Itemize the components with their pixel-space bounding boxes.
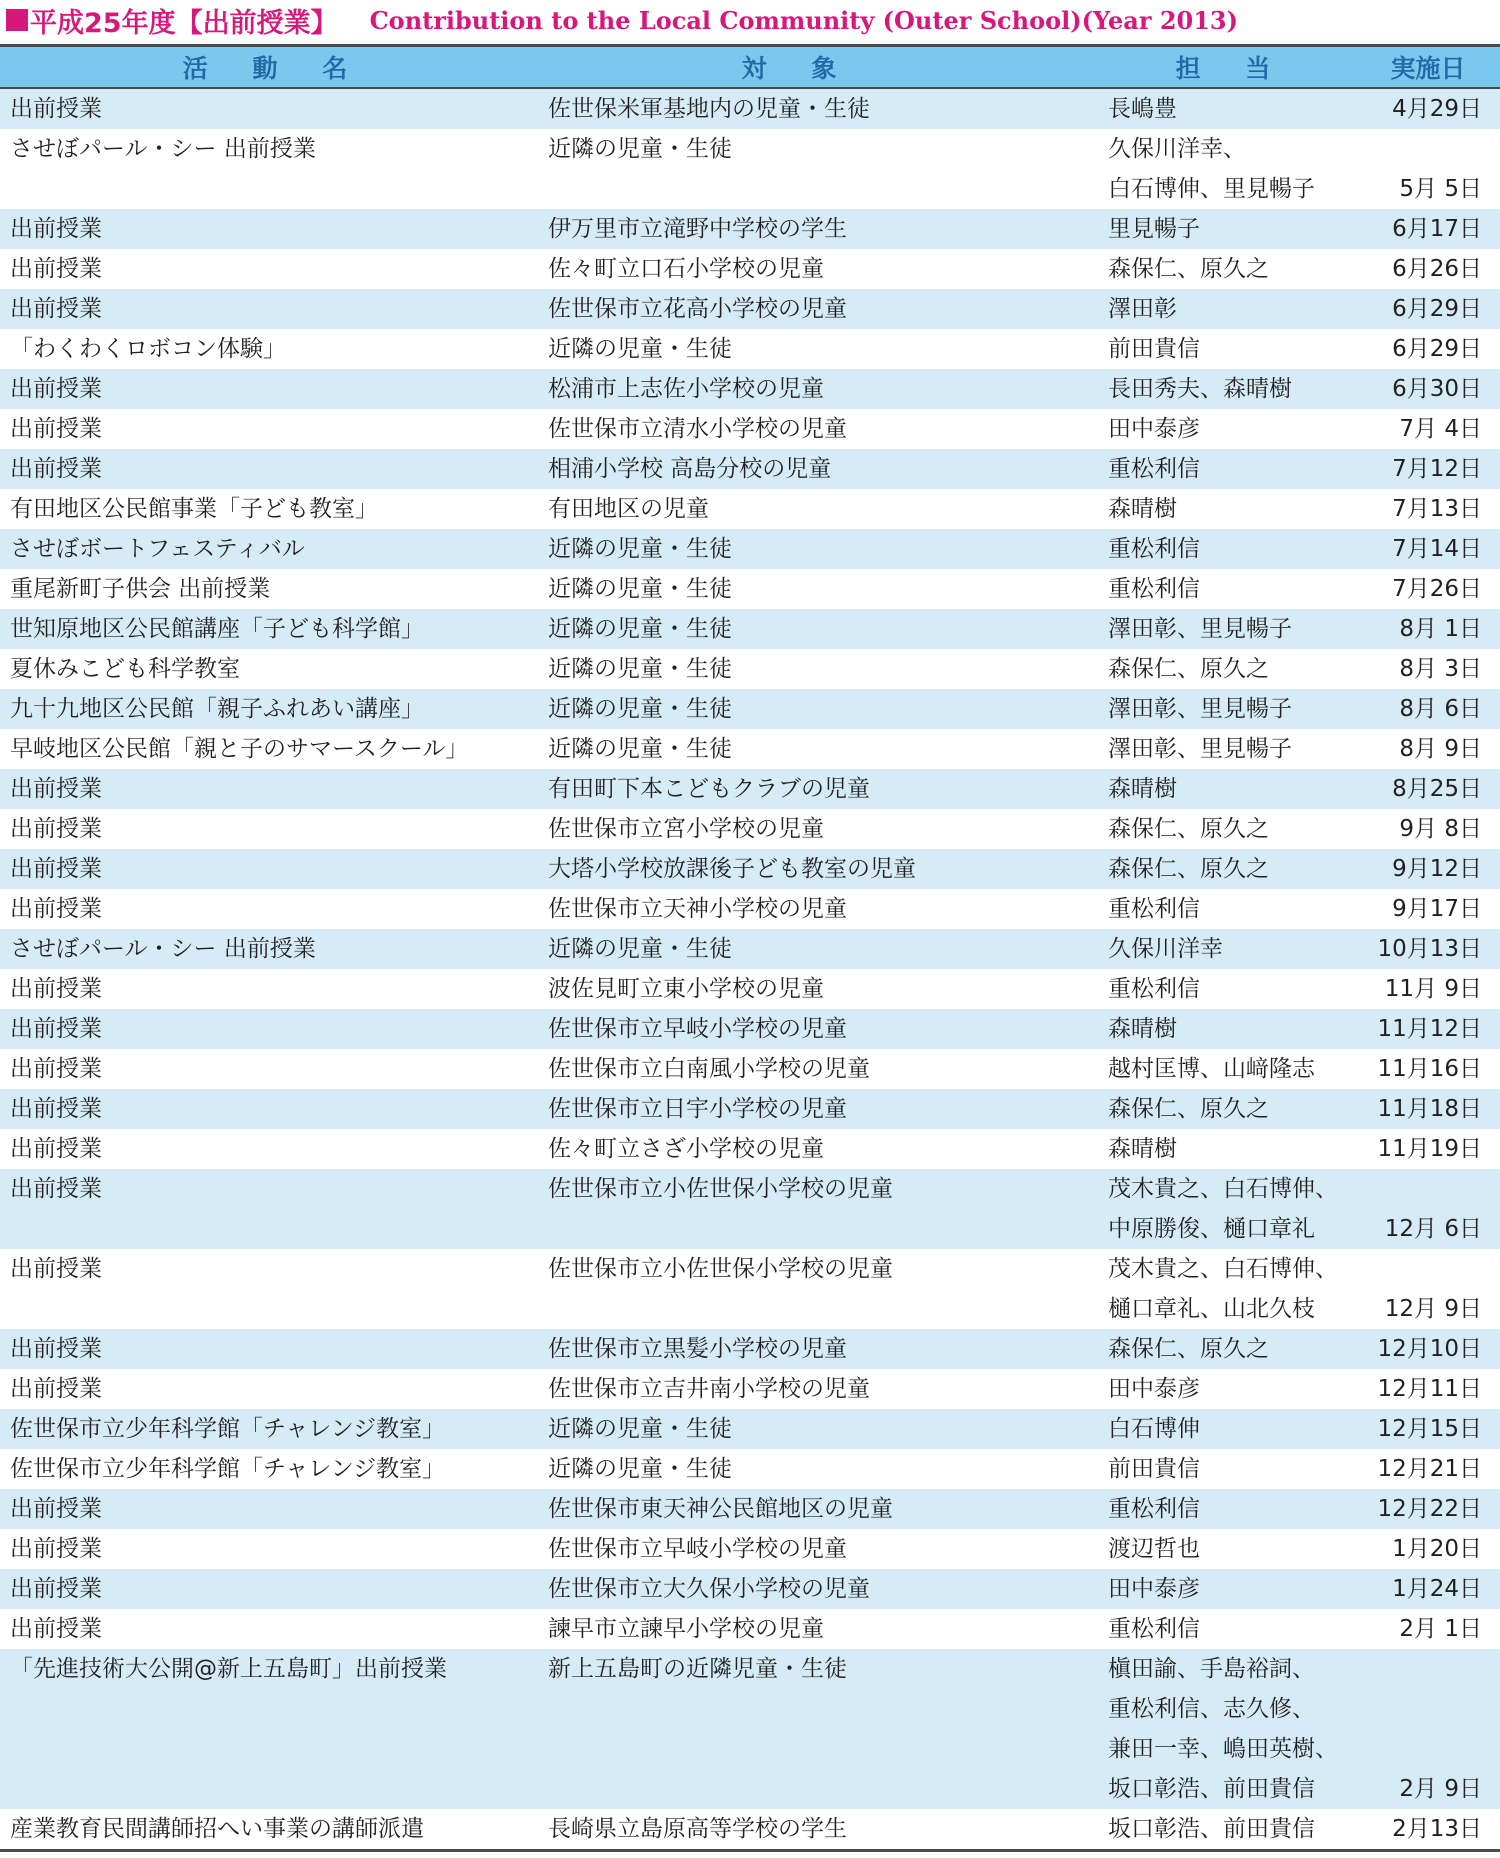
cell-target: 佐世保市立白南風小学校の児童	[548, 1056, 870, 1082]
header-staff: 担 当	[1175, 54, 1289, 83]
cell-staff	[1108, 609, 1356, 649]
cell-staff	[1108, 1089, 1356, 1129]
cell-date: 7月26日	[1392, 576, 1482, 602]
cell-target: 近隣の児童・生徒	[548, 576, 732, 602]
staff-line: 森保仁、原久之	[1108, 1336, 1269, 1362]
cell-date: 4月29日	[1392, 96, 1482, 122]
cell-activity: 出前授業	[10, 256, 102, 282]
cell-target: 佐世保市立早岐小学校の児童	[548, 1016, 847, 1042]
staff-line: 森保仁、原久之	[1108, 256, 1269, 282]
cell-date: 6月17日	[1392, 216, 1482, 242]
staff-line: 長嶋豊	[1108, 96, 1177, 122]
cell-date: 11月16日	[1377, 1056, 1482, 1082]
cell-activity: 「わくわくロボコン体験」	[10, 336, 286, 362]
table-row	[0, 409, 1500, 449]
cell-target: 諫早市立諫早小学校の児童	[548, 1616, 824, 1642]
header-activity: 活 動 名	[182, 54, 366, 83]
staff-line: 茂木貴之、白石博伸、	[1108, 1176, 1338, 1202]
staff-line: 越村匡博、山﨑隆志	[1108, 1056, 1315, 1082]
cell-staff	[1108, 1049, 1356, 1089]
cell-activity: 出前授業	[10, 1536, 102, 1562]
table-row	[0, 1129, 1500, 1169]
cell-activity: 産業教育民間講師招へい事業の講師派遣	[10, 1816, 424, 1842]
cell-staff	[1108, 249, 1356, 289]
staff-line: 澤田彰、里見暢子	[1108, 696, 1292, 722]
cell-staff	[1108, 89, 1356, 129]
cell-target: 佐世保市立小佐世保小学校の児童	[548, 1176, 893, 1202]
table-row	[0, 1369, 1500, 1409]
cell-staff	[1108, 1569, 1356, 1609]
header-target: 対 象	[741, 54, 855, 83]
cell-activity: 世知原地区公民館講座「子ども科学館」	[10, 616, 424, 642]
cell-target: 有田町下本こどもクラブの児童	[548, 776, 870, 802]
staff-line: 澤田彰、里見暢子	[1108, 736, 1292, 762]
cell-activity: 出前授業	[10, 1016, 102, 1042]
staff-line: 重松利信	[1108, 1616, 1200, 1642]
staff-line: 久保川洋幸	[1108, 936, 1223, 962]
staff-line: 田中泰彦	[1108, 416, 1200, 442]
cell-target: 佐世保市立宮小学校の児童	[548, 816, 824, 842]
cell-staff	[1108, 849, 1356, 889]
staff-line: 槇田諭、手島裕詞、	[1108, 1656, 1315, 1682]
cell-activity: 出前授業	[10, 1496, 102, 1522]
cell-date: 12月 9日	[1384, 1296, 1482, 1322]
cell-staff	[1108, 929, 1356, 969]
cell-activity: 九十九地区公民館「親子ふれあい講座」	[10, 696, 424, 722]
table-row	[0, 729, 1500, 769]
table-row	[0, 329, 1500, 369]
cell-target: 近隣の児童・生徒	[548, 936, 732, 962]
cell-target: 近隣の児童・生徒	[548, 536, 732, 562]
cell-date: 10月13日	[1377, 936, 1482, 962]
table-row	[0, 1449, 1500, 1489]
staff-line: 坂口彰浩、前田貴信	[1108, 1816, 1315, 1842]
cell-target: 佐世保市立日宇小学校の児童	[548, 1096, 847, 1122]
cell-date: 2月13日	[1392, 1816, 1482, 1842]
cell-activity: 出前授業	[10, 976, 102, 1002]
cell-target: 佐世保市立大久保小学校の児童	[548, 1576, 870, 1602]
cell-target: 佐世保市立小佐世保小学校の児童	[548, 1256, 893, 1282]
cell-target: 近隣の児童・生徒	[548, 696, 732, 722]
staff-line: 森保仁、原久之	[1108, 816, 1269, 842]
cell-target: 近隣の児童・生徒	[548, 1456, 732, 1482]
cell-target: 大塔小学校放課後子ども教室の児童	[548, 856, 916, 882]
table-row	[0, 1409, 1500, 1449]
cell-date: 12月15日	[1377, 1416, 1482, 1442]
cell-date: 12月11日	[1377, 1376, 1482, 1402]
cell-staff	[1108, 1609, 1356, 1649]
cell-target: 佐世保市立天神小学校の児童	[548, 896, 847, 922]
cell-staff	[1108, 1249, 1356, 1329]
staff-line: 長田秀夫、森晴樹	[1108, 376, 1292, 402]
cell-date: 6月26日	[1392, 256, 1482, 282]
table-row	[0, 1569, 1500, 1609]
cell-activity: 「先進技術大公開@新上五島町」出前授業	[10, 1656, 447, 1682]
cell-staff	[1108, 1449, 1356, 1489]
cell-activity: 佐世保市立少年科学館「チャレンジ教室」	[10, 1456, 446, 1482]
cell-date: 8月25日	[1392, 776, 1482, 802]
cell-staff	[1108, 649, 1356, 689]
staff-line: 茂木貴之、白石博伸、	[1108, 1256, 1338, 1282]
title-japanese: 平成25年度【出前授業】	[30, 7, 338, 39]
table-row	[0, 369, 1500, 409]
staff-line: 重松利信	[1108, 536, 1200, 562]
cell-date: 6月29日	[1392, 336, 1482, 362]
cell-activity: 出前授業	[10, 416, 102, 442]
staff-line: 重松利信	[1108, 1496, 1200, 1522]
cell-date: 5月 5日	[1399, 176, 1482, 202]
cell-date: 11月 9日	[1384, 976, 1482, 1002]
cell-target: 波佐見町立東小学校の児童	[548, 976, 824, 1002]
cell-target: 佐世保市立吉井南小学校の児童	[548, 1376, 870, 1402]
header-date: 実施日	[1390, 54, 1466, 83]
cell-activity: 出前授業	[10, 216, 102, 242]
table-header	[0, 47, 1500, 89]
cell-activity: 出前授業	[10, 456, 102, 482]
staff-line: 中原勝俊、樋口章礼	[1108, 1216, 1315, 1242]
cell-staff	[1108, 1489, 1356, 1529]
cell-staff	[1108, 569, 1356, 609]
cell-staff	[1108, 1009, 1356, 1049]
cell-date: 12月21日	[1377, 1456, 1482, 1482]
cell-staff	[1108, 369, 1356, 409]
cell-activity: 出前授業	[10, 376, 102, 402]
cell-target: 有田地区の児童	[548, 496, 709, 522]
cell-activity: 出前授業	[10, 816, 102, 842]
cell-target: 近隣の児童・生徒	[548, 656, 732, 682]
cell-date: 2月 1日	[1399, 1616, 1482, 1642]
cell-activity: 出前授業	[10, 776, 102, 802]
staff-line: 重松利信、志久修、	[1108, 1696, 1315, 1722]
table-row	[0, 1089, 1500, 1129]
cell-activity: 出前授業	[10, 296, 102, 322]
cell-staff	[1108, 689, 1356, 729]
cell-staff	[1108, 329, 1356, 369]
table-bottom-rule	[0, 1849, 1500, 1852]
cell-staff	[1108, 1809, 1356, 1849]
cell-staff	[1108, 729, 1356, 769]
cell-date: 8月 9日	[1399, 736, 1482, 762]
table-row	[0, 249, 1500, 289]
staff-line: 白石博伸、里見暢子	[1108, 176, 1315, 202]
cell-activity: 早岐地区公民館「親と子のサマースクール」	[10, 736, 469, 762]
cell-date: 9月17日	[1392, 896, 1482, 922]
table-row	[0, 1249, 1500, 1329]
staff-line: 森保仁、原久之	[1108, 856, 1269, 882]
table-row	[0, 289, 1500, 329]
page-title	[0, 0, 1500, 40]
table-row	[0, 809, 1500, 849]
staff-line: 重松利信	[1108, 976, 1200, 1002]
cell-staff	[1108, 1409, 1356, 1449]
table-row	[0, 689, 1500, 729]
cell-date: 7月14日	[1392, 536, 1482, 562]
staff-line: 白石博伸	[1108, 1416, 1200, 1442]
table-row	[0, 209, 1500, 249]
cell-target: 長崎県立島原高等学校の学生	[548, 1816, 847, 1842]
cell-date: 7月13日	[1392, 496, 1482, 522]
staff-line: 久保川洋幸、	[1108, 136, 1246, 162]
table-row	[0, 129, 1500, 209]
staff-line: 森晴樹	[1108, 776, 1177, 802]
cell-date: 12月22日	[1377, 1496, 1482, 1522]
cell-target: 近隣の児童・生徒	[548, 136, 732, 162]
staff-line: 前田貴信	[1108, 1456, 1200, 1482]
cell-date: 11月18日	[1377, 1096, 1482, 1122]
title-marker-square	[6, 9, 28, 31]
table-row	[0, 849, 1500, 889]
cell-activity: 出前授業	[10, 96, 102, 122]
table-row	[0, 1489, 1500, 1529]
cell-activity: 出前授業	[10, 1176, 102, 1202]
cell-activity: 出前授業	[10, 856, 102, 882]
cell-date: 7月 4日	[1399, 416, 1482, 442]
table-row	[0, 449, 1500, 489]
table-row	[0, 1529, 1500, 1569]
cell-activity: 出前授業	[10, 1256, 102, 1282]
table-row	[0, 529, 1500, 569]
staff-line: 重松利信	[1108, 576, 1200, 602]
staff-line: 森晴樹	[1108, 1136, 1177, 1162]
cell-date: 8月 6日	[1399, 696, 1482, 722]
table-row	[0, 1609, 1500, 1649]
staff-line: 重松利信	[1108, 896, 1200, 922]
cell-date: 8月 1日	[1399, 616, 1482, 642]
cell-activity: 出前授業	[10, 1376, 102, 1402]
table-row	[0, 1809, 1500, 1849]
table-row	[0, 769, 1500, 809]
staff-line: 森晴樹	[1108, 496, 1177, 522]
cell-target: 近隣の児童・生徒	[548, 736, 732, 762]
cell-activity: 出前授業	[10, 896, 102, 922]
cell-target: 近隣の児童・生徒	[548, 616, 732, 642]
cell-activity: させぼボートフェスティバル	[10, 536, 305, 562]
cell-staff	[1108, 489, 1356, 529]
cell-staff	[1108, 769, 1356, 809]
cell-activity: 夏休みこども科学教室	[10, 656, 240, 682]
table-row	[0, 889, 1500, 929]
cell-staff	[1108, 209, 1356, 249]
cell-target: 伊万里市立滝野中学校の学生	[548, 216, 847, 242]
title-english: Contribution to the Local Community (Outer School)(Year 2013)	[369, 5, 1238, 35]
cell-target: 佐々町立口石小学校の児童	[548, 256, 824, 282]
cell-target: 佐世保市立黒髪小学校の児童	[548, 1336, 847, 1362]
cell-target: 佐世保市立早岐小学校の児童	[548, 1536, 847, 1562]
staff-line: 澤田彰	[1108, 296, 1177, 322]
cell-activity: 佐世保市立少年科学館「チャレンジ教室」	[10, 1416, 446, 1442]
cell-staff	[1108, 889, 1356, 929]
cell-target: 新上五島町の近隣児童・生徒	[548, 1656, 847, 1682]
table-row	[0, 1169, 1500, 1249]
table-row	[0, 1009, 1500, 1049]
staff-line: 坂口彰浩、前田貴信	[1108, 1776, 1315, 1802]
cell-staff	[1108, 129, 1356, 209]
cell-staff	[1108, 969, 1356, 1009]
cell-target: 近隣の児童・生徒	[548, 336, 732, 362]
cell-target: 佐世保市東天神公民館地区の児童	[548, 1496, 893, 1522]
staff-line: 森保仁、原久之	[1108, 1096, 1269, 1122]
cell-date: 6月29日	[1392, 296, 1482, 322]
cell-date: 11月19日	[1377, 1136, 1482, 1162]
cell-staff	[1108, 1649, 1356, 1809]
cell-activity: させぼパール・シー 出前授業	[10, 936, 316, 962]
cell-staff	[1108, 409, 1356, 449]
cell-date: 9月12日	[1392, 856, 1482, 882]
cell-date: 9月 8日	[1399, 816, 1482, 842]
cell-date: 8月 3日	[1399, 656, 1482, 682]
cell-date: 12月10日	[1377, 1336, 1482, 1362]
table-row	[0, 969, 1500, 1009]
cell-date: 1月24日	[1392, 1576, 1482, 1602]
activities-table	[0, 44, 1500, 1852]
cell-activity: 出前授業	[10, 1616, 102, 1642]
cell-target: 相浦小学校 高島分校の児童	[548, 456, 832, 482]
cell-date: 12月 6日	[1384, 1216, 1482, 1242]
table-row	[0, 1329, 1500, 1369]
cell-target: 近隣の児童・生徒	[548, 1416, 732, 1442]
cell-date: 11月12日	[1377, 1016, 1482, 1042]
staff-line: 森保仁、原久之	[1108, 656, 1269, 682]
staff-line: 田中泰彦	[1108, 1376, 1200, 1402]
table-row	[0, 609, 1500, 649]
staff-line: 田中泰彦	[1108, 1576, 1200, 1602]
table-row	[0, 649, 1500, 689]
cell-activity: 出前授業	[10, 1136, 102, 1162]
cell-activity: 出前授業	[10, 1096, 102, 1122]
cell-date: 7月12日	[1392, 456, 1482, 482]
cell-activity: 出前授業	[10, 1056, 102, 1082]
staff-line: 樋口章礼、山北久枝	[1108, 1296, 1315, 1322]
table-body	[0, 89, 1500, 1849]
cell-date: 2月 9日	[1399, 1776, 1482, 1802]
cell-activity: 重尾新町子供会 出前授業	[10, 576, 271, 602]
table-row	[0, 1049, 1500, 1089]
cell-target: 佐世保米軍基地内の児童・生徒	[548, 96, 870, 122]
cell-target: 佐々町立さざ小学校の児童	[548, 1136, 824, 1162]
cell-date: 1月20日	[1392, 1536, 1482, 1562]
staff-line: 兼田一幸、嶋田英樹、	[1108, 1736, 1338, 1762]
staff-line: 森晴樹	[1108, 1016, 1177, 1042]
cell-activity: させぼパール・シー 出前授業	[10, 136, 316, 162]
staff-line: 澤田彰、里見暢子	[1108, 616, 1292, 642]
cell-staff	[1108, 1369, 1356, 1409]
cell-activity: 出前授業	[10, 1576, 102, 1602]
table-row	[0, 569, 1500, 609]
cell-staff	[1108, 289, 1356, 329]
cell-staff	[1108, 1529, 1356, 1569]
cell-staff	[1108, 1329, 1356, 1369]
staff-line: 前田貴信	[1108, 336, 1200, 362]
table-row	[0, 929, 1500, 969]
table-row	[0, 89, 1500, 129]
cell-staff	[1108, 1129, 1356, 1169]
staff-line: 重松利信	[1108, 456, 1200, 482]
cell-staff	[1108, 449, 1356, 489]
staff-line: 渡辺哲也	[1108, 1536, 1200, 1562]
cell-staff	[1108, 809, 1356, 849]
cell-activity: 出前授業	[10, 1336, 102, 1362]
cell-target: 松浦市上志佐小学校の児童	[548, 376, 824, 402]
table-row	[0, 489, 1500, 529]
cell-target: 佐世保市立花高小学校の児童	[548, 296, 847, 322]
table-row	[0, 1649, 1500, 1809]
cell-staff	[1108, 529, 1356, 569]
cell-date: 6月30日	[1392, 376, 1482, 402]
cell-activity: 有田地区公民館事業「子ども教室」	[10, 496, 378, 522]
cell-staff	[1108, 1169, 1356, 1249]
cell-target: 佐世保市立清水小学校の児童	[548, 416, 847, 442]
staff-line: 里見暢子	[1108, 216, 1200, 242]
